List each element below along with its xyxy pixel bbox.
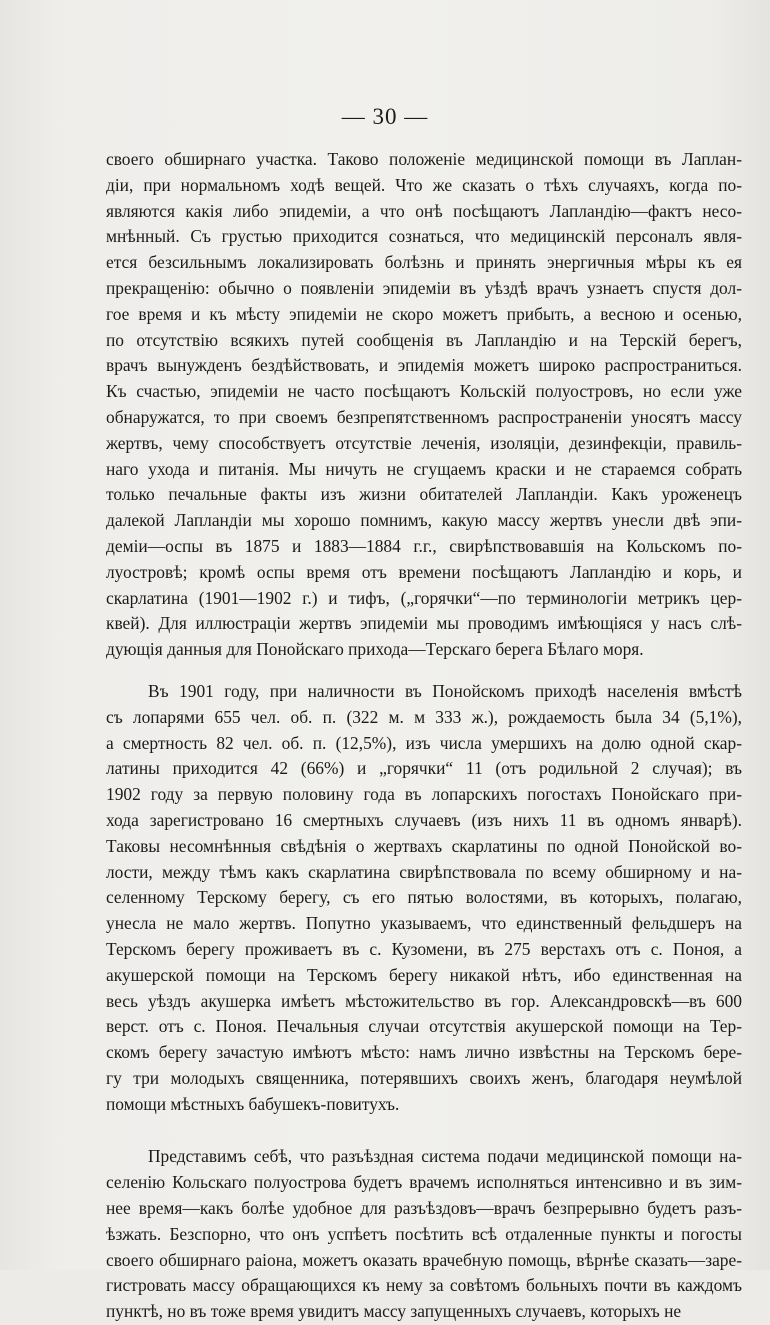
text-line: мнѣнный. Съ грустью приходится сознаться, что медицинскій персоналъ явля- bbox=[106, 226, 742, 247]
text-line: своего обширнаго раіона, можетъ оказать врачебную помощь, вѣрнѣе сказать—заре- bbox=[106, 1249, 742, 1270]
text-line: ется безсильнымъ локализировать болѣзнь и принять энергичныя мѣры къ ея bbox=[106, 252, 742, 273]
paragraph-2 bbox=[106, 679, 742, 1118]
paragraph-3 bbox=[106, 1144, 742, 1325]
text-line: а смертность 82 чел. об. п. (12,5%), изъ числа умершихъ на долю одной скар- bbox=[106, 732, 742, 753]
text-line: весь уѣздъ акушерка имѣетъ мѣстожительство въ гор. Александровскѣ—въ 600 bbox=[106, 990, 742, 1011]
body-text bbox=[106, 147, 742, 1325]
text-line: только печальные факты изъ жизни обитателей Лапландіи. Какъ уроженецъ bbox=[106, 484, 742, 505]
text-line: Терскомъ берегу проживаетъ въ с. Кузомени, въ 275 верстахъ отъ с. Поноя, а bbox=[106, 938, 742, 959]
text-line: Къ счастью, эпидеміи не часто посѣщаютъ Кольскій полуостровъ, но если уже bbox=[106, 381, 742, 402]
text-line: дующія данныя для Понойскаго прихода—Терскаго берега Бѣлаго моря. bbox=[106, 639, 644, 660]
text-line: наго ухода и питанія. Мы ничуть не сгущаемъ краски и не стараемся собрать bbox=[106, 458, 742, 479]
text-line: верст. отъ с. Поноя. Печальныя случаи отсутствія акушерской помощи на Тер- bbox=[106, 1016, 742, 1037]
text-line: являются какія либо эпидеміи, а что онѣ посѣщаютъ Лапландію—фактъ несо- bbox=[106, 200, 742, 221]
text-line: луостровѣ; кромѣ оспы время отъ времени посѣщаютъ Лапландію и корь, и bbox=[106, 561, 742, 582]
text-line: обнаружатся, то при своемъ безпрепятственномъ распространеніи уносятъ массу bbox=[106, 406, 742, 427]
text-line: пунктѣ, но въ тоже время увидитъ массу запущенныхъ случаевъ, которыхъ не bbox=[106, 1301, 682, 1322]
text-line: съ лопарями 655 чел. об. п. (322 м. м 333 ж.), рождаемость была 34 (5,1%), bbox=[106, 706, 742, 727]
text-line: помощи мѣстныхъ бабушекъ-повитухъ. bbox=[106, 1093, 400, 1114]
text-line: скомъ берегу зачастую имѣютъ мѣсто: намъ лично извѣстны на Терскомъ бере- bbox=[106, 1042, 742, 1063]
text-line: по отсутствію всякихъ путей сообщенія въ Лапландію и на Терскій берегъ, bbox=[106, 329, 742, 350]
text-line: лости, между тѣмъ какъ скарлатина свирѣпствовала по всему обширному и на- bbox=[106, 861, 742, 882]
text-line: унесла не мало жертвъ. Попутно указываемъ, что единственный фельдшеръ на bbox=[106, 913, 742, 934]
text-line: скарлатина (1901—1902 г.) и тифъ, („горячки“—по терминологіи метрикъ цер- bbox=[106, 587, 742, 608]
text-line: далекой Лапландіи мы хорошо помнимъ, какую массу жертвъ унесли двѣ эпи- bbox=[106, 510, 742, 531]
text-line: селенію Кольскаго полуострова будетъ врачемъ исполняться интенсивно и въ зим- bbox=[106, 1172, 742, 1193]
text-line: деміи—оспы въ 1875 и 1883—1884 г.г., свирѣпствовавшія на Кольскомъ по- bbox=[106, 535, 742, 556]
text-line: Таковы несомнѣнныя свѣдѣнія о жертвахъ скарлатины по одной Понойской во- bbox=[106, 835, 742, 856]
text-line: гистровать массу обращающихся къ нему за совѣтомъ больныхъ почти въ каждомъ bbox=[106, 1275, 742, 1296]
text-line: своего обширнаго участка. Таково положеніе медицинской помощи въ Лаплан- bbox=[106, 149, 742, 169]
text-line: гу три молодыхъ священника, потерявшихъ своихъ женъ, благодаря неумѣлой bbox=[106, 1067, 742, 1088]
text-line: селенному Терскому берегу, съ его пятью волостями, въ которыхъ, полагаю, bbox=[106, 887, 742, 908]
text-line: акушерской помощи на Терскомъ берегу никакой нѣтъ, ибо единственная на bbox=[106, 964, 742, 985]
paragraph-1 bbox=[106, 147, 742, 663]
text-line: латины приходится 42 (66%) и „горячки“ 11 (отъ родильной 2 случая); въ bbox=[106, 758, 742, 779]
text-line: нее время—какъ болѣе удобное для разъѣздовъ—врачъ безпрерывно будетъ разъ- bbox=[106, 1198, 742, 1219]
text-line: ѣзжать. Безспорно, что онъ успѣетъ посѣтить всѣ отдаленные пункты и погосты bbox=[106, 1223, 742, 1244]
page-number: — 30 — bbox=[341, 104, 429, 129]
text-line: Въ 1901 году, при наличности въ Понойскомъ приходѣ населенія вмѣстѣ bbox=[148, 680, 742, 701]
text-line: діи, при нормальномъ ходѣ вещей. Что же сказать о тѣхъ случаяхъ, когда по- bbox=[106, 174, 742, 195]
text-line: врачъ вынужденъ бездѣйствовать, и эпидемія можетъ широко распространиться. bbox=[106, 355, 742, 376]
text-line: хода зарегистровано 16 смертныхъ случаевъ (изъ нихъ 11 въ одномъ январѣ). bbox=[106, 809, 742, 830]
text-line: 1902 году за первую половину года въ лопарскихъ погостахъ Понойскаго при- bbox=[106, 784, 742, 805]
text-line: Представимъ себѣ, что разъѣздная система подачи медицинской помощи на- bbox=[148, 1146, 742, 1167]
text-line: прекращенію: обычно о появленіи эпидеміи въ уѣздѣ врачъ узнаетъ спустя дол- bbox=[106, 277, 742, 298]
text-line: жертвъ, чему способствуетъ отсутствіе леченія, изоляціи, дезинфекціи, правиль- bbox=[106, 432, 742, 453]
text-line: квей). Для иллюстраціи жертвъ эпидеміи мы проводимъ имѣющіяся у насъ слѣ- bbox=[106, 613, 742, 634]
text-line: гое время и къ мѣсту эпидеміи не скоро можетъ прибыть, а весною и осенью, bbox=[106, 303, 742, 324]
